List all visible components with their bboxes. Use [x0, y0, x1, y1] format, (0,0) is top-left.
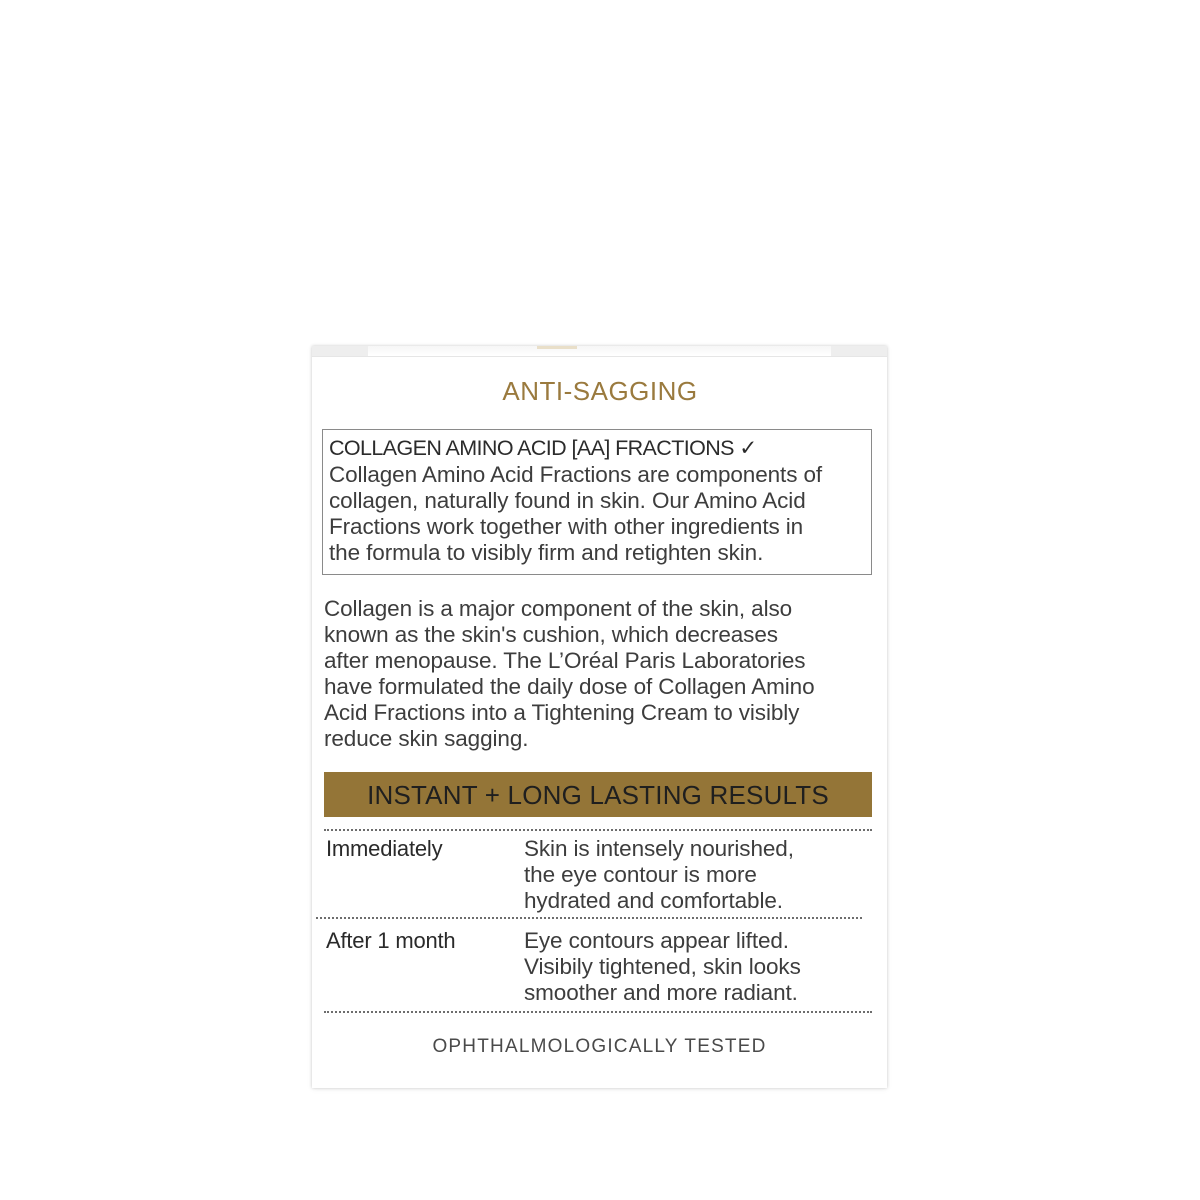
box-lid	[312, 346, 887, 357]
ingredient-line: collagen, naturally found in skin. Our Amino Acid	[329, 488, 806, 513]
ingredient-heading: COLLAGEN AMINO ACID [AA] FRACTIONS ✓	[329, 436, 757, 460]
dotted-divider	[316, 917, 862, 919]
lid-notch-right	[831, 346, 887, 356]
ingredient-line: Collagen Amino Acid Fractions are components of	[329, 462, 823, 487]
paragraph-line: reduce skin sagging.	[324, 726, 529, 751]
result-line: smoother and more radiant.	[524, 980, 798, 1005]
paragraph-line: after menopause. The L’Oréal Paris Laboratories	[324, 648, 806, 673]
result-label-after-1-month: After 1 month	[326, 928, 456, 953]
dotted-divider	[324, 829, 872, 831]
paragraph-line: Acid Fractions into a Tightening Cream to visibly	[324, 700, 800, 725]
paragraph-line: known as the skin's cushion, which decreases	[324, 622, 778, 647]
result-line: Visibily tightened, skin looks	[524, 954, 801, 979]
result-label-immediately: Immediately	[326, 836, 443, 861]
result-line: Eye contours appear lifted.	[524, 928, 789, 953]
result-line: Skin is intensely nourished,	[524, 836, 794, 861]
lid-tab	[537, 346, 577, 349]
ingredient-line: the formula to visibly firm and retighten skin.	[329, 540, 764, 565]
ingredient-box	[322, 429, 872, 575]
lid-notch-left	[312, 346, 368, 356]
paragraph-line: have formulated the daily dose of Collagen Amino	[324, 674, 815, 699]
paragraph-line: Collagen is a major component of the skin, also	[324, 596, 793, 621]
results-banner: INSTANT + LONG LASTING RESULTS	[324, 772, 872, 817]
result-line: the eye contour is more	[524, 862, 757, 887]
collagen-paragraph	[324, 596, 880, 752]
result-text-after-1-month	[524, 928, 854, 1006]
footer-claim: OPHTHALMOLOGICALLY TESTED	[432, 1036, 767, 1057]
dotted-divider	[324, 1011, 872, 1013]
ingredient-description	[329, 462, 863, 566]
ingredient-line: Fractions work together with other ingredients in	[329, 514, 804, 539]
panel-title: ANTI-SAGGING	[502, 376, 698, 406]
result-text-immediately	[524, 836, 854, 914]
result-line: hydrated and comfortable.	[524, 888, 783, 913]
